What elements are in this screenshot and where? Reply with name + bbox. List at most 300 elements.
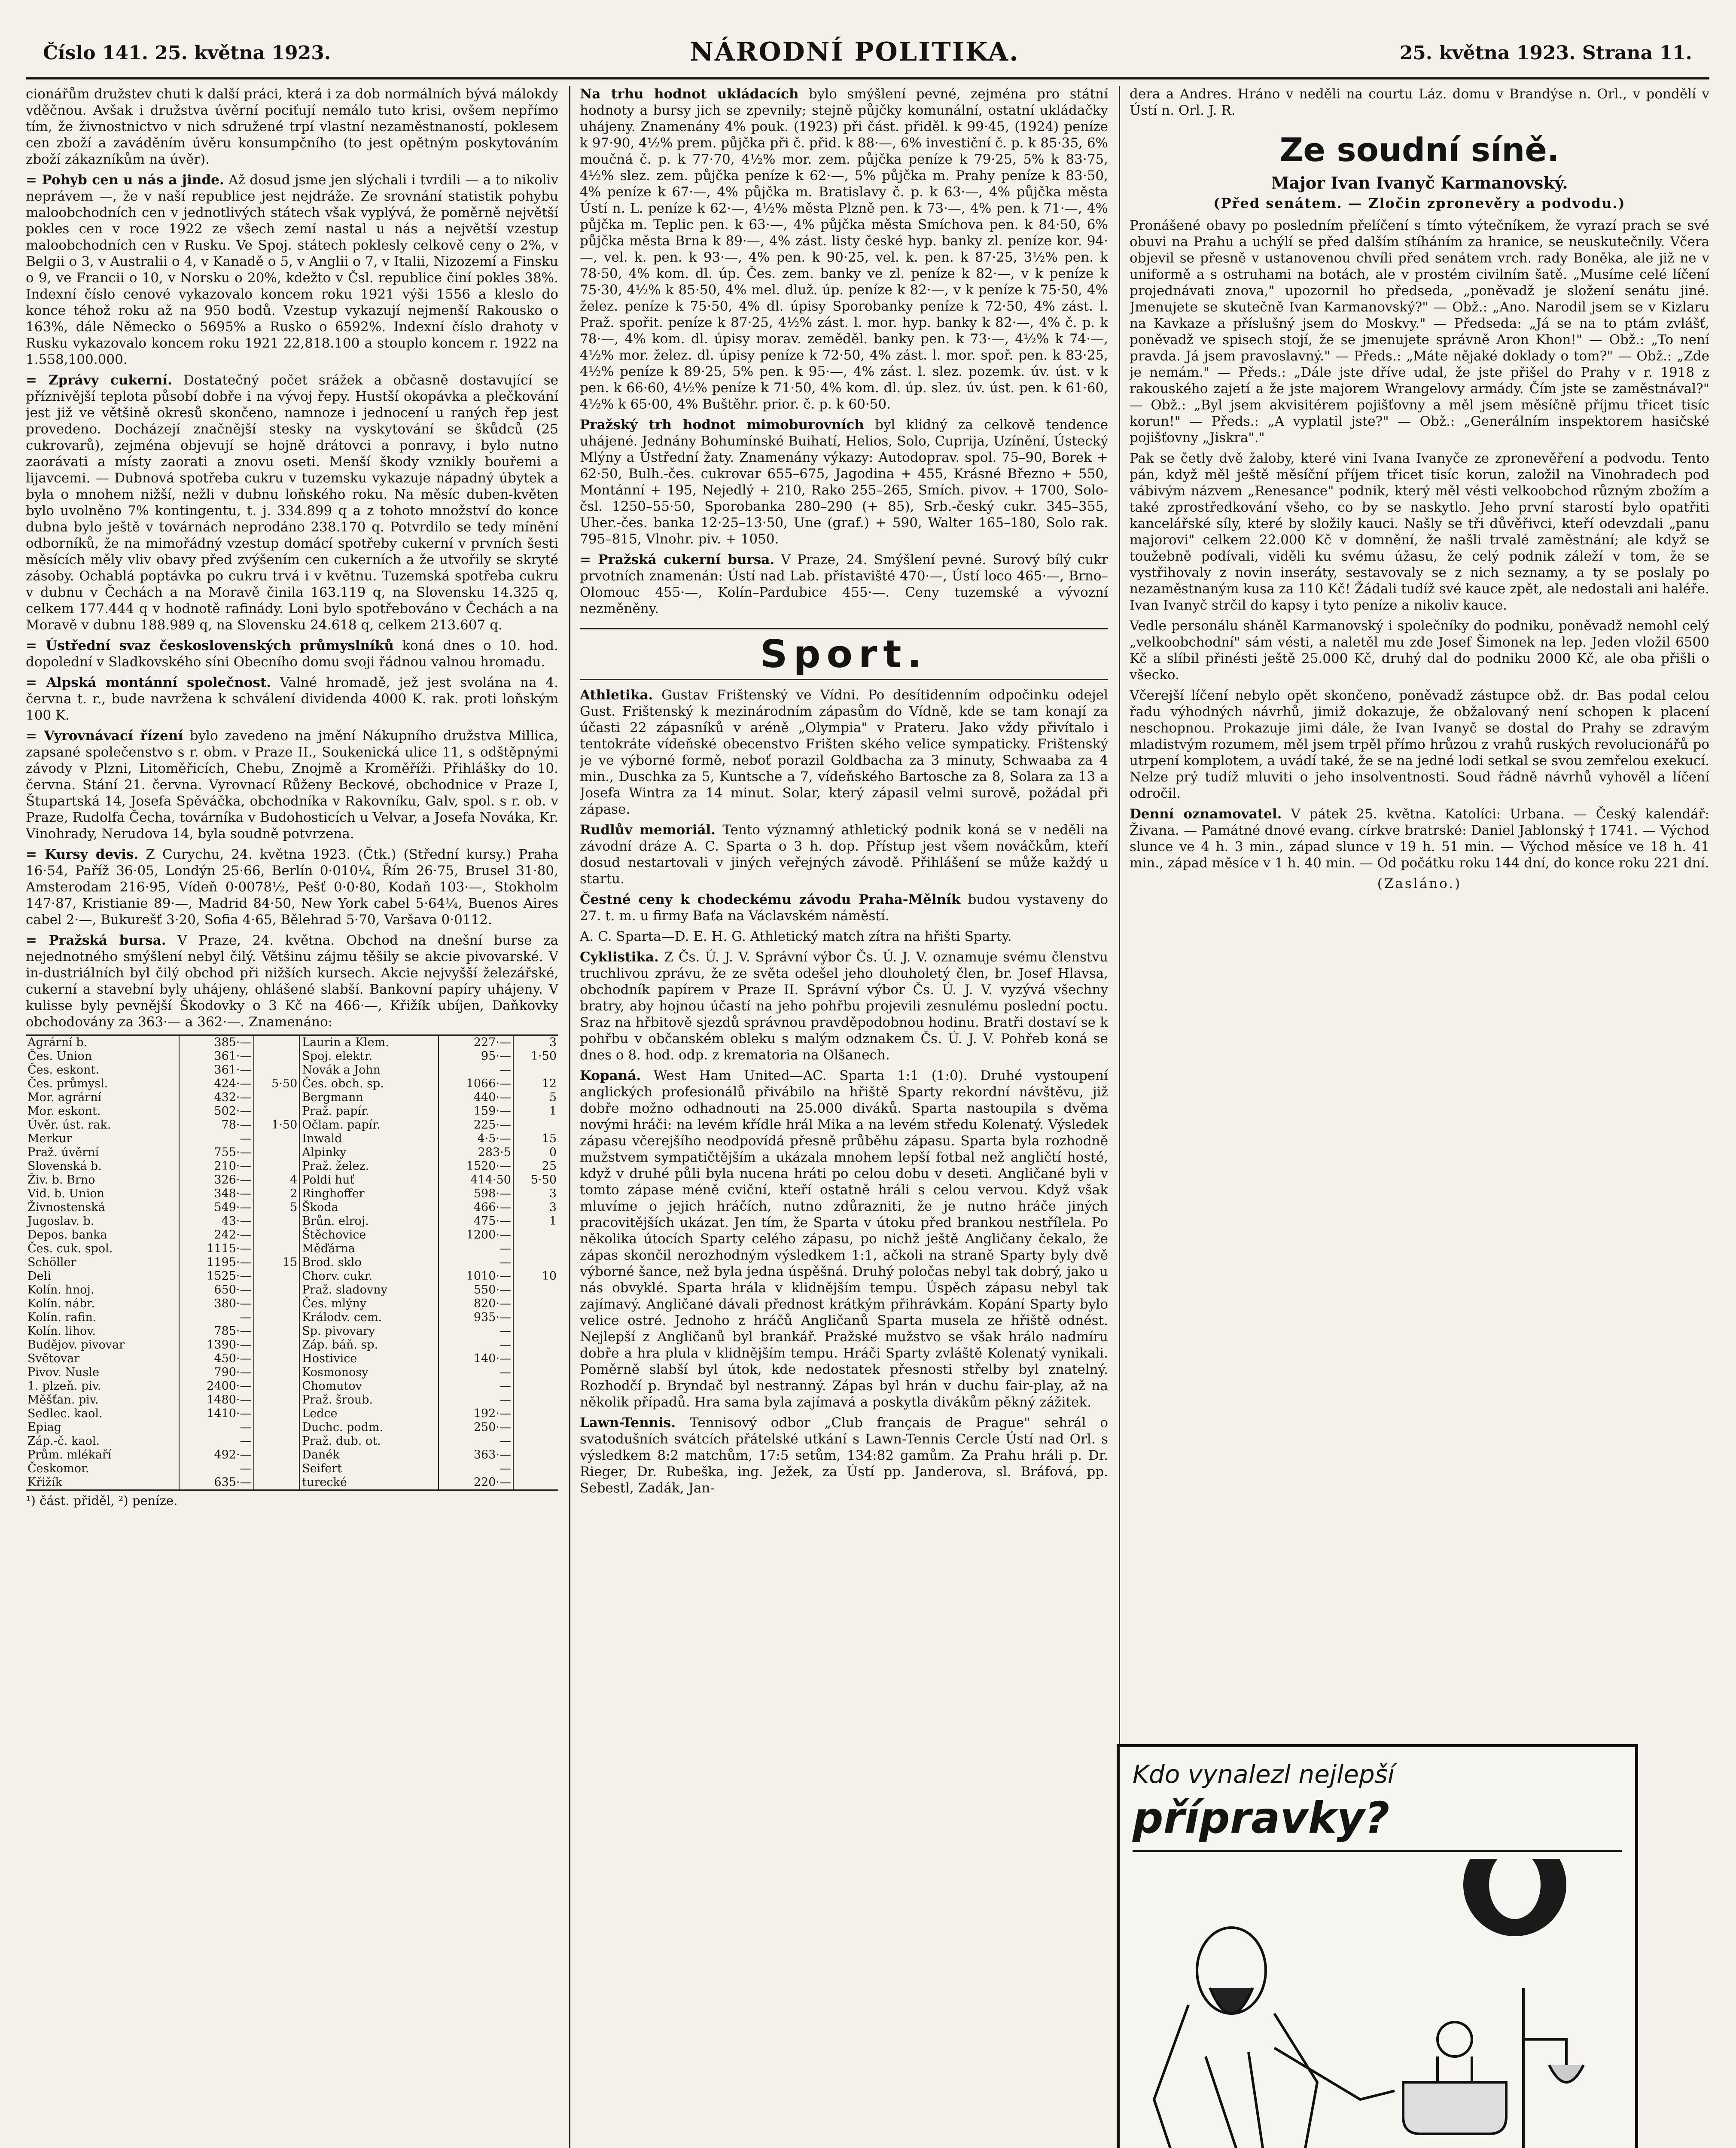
stock-value: — — [439, 1324, 513, 1338]
stock-value: — — [179, 1132, 254, 1146]
stock-value: 1480·— — [179, 1393, 254, 1407]
stock-value — [254, 1035, 300, 1050]
stock-value — [513, 1366, 558, 1379]
article — [26, 674, 558, 723]
stock-name: Praž. želez. — [300, 1159, 439, 1173]
stock-name: Epiag — [27, 1421, 62, 1434]
stock-value — [513, 1297, 558, 1311]
stock-value — [513, 1242, 558, 1256]
stock-name: Praž. úvěrní — [27, 1146, 99, 1159]
stock-name: Brůn. elroj. — [300, 1214, 439, 1228]
table-row — [26, 1421, 558, 1434]
stock-value — [513, 1434, 558, 1448]
article-kicker: Cyklistika. — [580, 949, 659, 965]
table-row — [26, 1338, 558, 1352]
stock-name: Světovar — [27, 1352, 80, 1365]
article-text: bylo smýšlení pevné, zejména pro státní hodnoty a bursy jich se zpevnily; stejně půjčky komunální, ostatní ukládačky uhájeny. Znamenány 4% pouk. (1923) při část. přiděl. k 99·45, (1924) peníze k 97·90, 4½% prem. půjčka při č. přid. k 88·—, 6% investiční č. p. k 85·35, 6% moučná č. p. k 77·70, 4½% mor. zem. půjčka peníze k 79·25, 5% k 83·75, 4½% slez. zem. půjčka peníze k 62·—, 5% půjčka m. Prahy peníze k 83·50, 4% peníze k 67·—, 4% půjčka m. Bratislavy č. p. k 63·—, 4% půjčka města Ústí n. L. peníze k 62·—, 4½% města Plzně pen. k 73·—, 4% pen. k 71·—, 4% půjčka m. Teplic pen. k 63·—, 4% půjčka města Smíchova pen. k 84·50, 6% půjčka města Brna k 89·—, 4% zást. listy české hyp. banky zl. peníze kor. 94·—, vel. k. pen. k 93·—, 4% pen. k 90·25, vel. k. pen. k 87·25, 3½% pen. k 78·50, 4% kom. dl. úp. Čes. zem. banky ve zl. peníze k 82·—, v k peníze k 75·30, 4½% k 85·50, 4% mel. dluž. úp. peníze k 82·—, v k peníze k 75·50, 4% želez. peníze k 75·50, 4% dl. úpisy Sporobanky peníze k 72·50, 4% zást. l. Praž. spořit. peníze k 87·25, 4½% zást. l. mor. hyp. banky k 82·—, 4% č. p. k 78·—, 4% kom. dl. úpisy morav. zeměděl. banky pen. k 73·—, 4½% k 74·—, 4½% mor. želez. dl. úpisy peníze k 72·50, 4% zást. l. mor. spoř. pen. k 83·25, 4½% peníze k 89·25, 5% pen. k 95·—, 4% zást. l. slez. pozemk. úv. úst. v k pen. k 66·60, 4½% peníze k 71·50, 4% kom. dl. úp. slez. úv. úst. pen. k 61·60, 4½% k 65·00, 4% Buštěhr. prior. č. p. k 60·50. — [580, 86, 1108, 412]
article-text: koná dnes o 10. hod. dopolední v Sladkovského síni Obecního domu svoji řádnou valnou hromadu. — [26, 638, 558, 670]
stock-name: Depos. banka — [27, 1228, 107, 1242]
table-row — [26, 1091, 558, 1105]
article-text: Pak se četly dvě žaloby, které vini Ivana Ivanyče ze zpronevěření a podvodu. Tento pán, když měl ještě měsíční příjem třicet tisíc korun, založil na Vinohradech pod vábivým názvem „Renesance" podnik, který měl vésti velkoobchod různým zbožím a také zprostředkování všeho, co by se naskytlo. Jeho první starostí bylo opatřiti kancelářské síly, které by složily kauci. Našly se tři důvěřivci, kteří odevzdali „panu majorovi" celkem 22.000 Kč v domnění, že našli trvalé zaměstnání; ale když se toužebně podívali, viděli ku svému úžasu, že celý podnik záleží v tom, že se vystřihovaly z novin inseráty, sestavovaly se z nich seznamy, a ty se poslaly po nezaměstnaným kusa za 110 Kč! Žádali tudíž své kauce zpět, ale nedostali ani haléře. Ivan Ivanyč strčil do kapsy i tyto peníze a nikoliv kauce. — [1130, 451, 1709, 613]
stock-value — [254, 1379, 300, 1393]
stock-value: 432·— — [179, 1091, 254, 1105]
article-text: Z Curychu, 24. května 1923. (Čtk.) (Střední kursy.) Praha 16·54, Paříž 36·05, Londýn 25·66, Berlín 0·010¼, Řím 26·75, Brusel 31·80, Amsterodam 216·95, Vídeň 0·0078½, Pešť 0·0·80, Kodaň 103·—, Stokholm 147·87, Kristianie 89·—, Madrid 84·50, New York cabel 5·64¼, Buenos Aires cabel 2·—, Bukurešť 3·20, Sofia 4·65, Bělehrad 5·70, Varšava 0·0112. — [26, 847, 558, 928]
table-row — [26, 1118, 558, 1132]
stock-value: 1010·— — [439, 1269, 513, 1283]
stock-name: Kolín. hnoj. — [27, 1283, 94, 1297]
stock-value — [513, 1476, 558, 1490]
article-text: Tennisový odbor „Club français de Prague" sehrál o svatodušních svátcích přátelské utkání s Lawn-Tennis Cercle Ústí nad Orl. s výsledkem 8:2 matchům, 17:5 setům, 134:82 gamům. Za Prahu hráli p. Dr. Rieger, Dr. Rubeška, ing. Ježek, za Ústí pp. Janderova, sl. Bráfová, pp. Sebestl, Zadák, Jan- — [580, 1415, 1108, 1496]
stock-value — [254, 1091, 300, 1105]
table-row — [26, 1379, 558, 1393]
stock-name: Agrární b. — [27, 1036, 88, 1049]
stock-value: 790·— — [179, 1366, 254, 1379]
stock-value: 25 — [513, 1159, 558, 1173]
article — [580, 822, 1108, 887]
article-kicker: Kopaná. — [580, 1068, 641, 1083]
table-row — [26, 1462, 558, 1476]
stock-value — [513, 1283, 558, 1297]
stock-value — [254, 1352, 300, 1366]
article-text: A. C. Sparta—D. E. H. G. Athletický match zítra na hřišti Sparty. — [580, 929, 1012, 944]
table-row — [26, 1366, 558, 1379]
stock-name: Sp. pivovary — [300, 1324, 439, 1338]
article-text: Pronášené obavy po posledním přelíčení s tímto výtečníkem, že vyrazí prach se své obuvi na Prahu a uchýlí se před dalším stíháním za hranice, se neuskutečnily. Včera objevil se přesně v ustanovenou chvíli před senátem vrch. rady Boněka, ale již ne v uniformě a s ostruhami na botách, ale v prostém civilním šatě. „Musíme celé líčení projednávati znova," upozornil ho předseda, „poněvadž je složení senátu jiné. Jmenujete se skutečně Ivan Karmanovský?" — Obž.: „Ano. Narodil jsem se v Kizlaru na Kavkaze a příslušný jsem do Moskvy." — Předseda: „Já se na to ptám zvlášť, poněvadž ve spisech stojí, že se jmenujete správně Aron Khon!" — Obž.: „To není pravda. Já jsem pravoslavný." — Předs.: „Máte nějaké doklady o tom?" — Obž.: „Zde je nemám." — Předs.: „Dále jste dříve udal, že jste přišel do Prahy v r. 1918 z rakouského zajetí a že jste majorem Wrangelovy armády. Čím jste se zaměstnával?" — Obž.: „Byl jsem akvisitérem pojišťovny a měl jsem měsíčně příjmu třicet tisíc korun!" — Předs.: „A vyplatil jste?" — Obž.: „Generálním inspektorem hasičské pojišťovny „Jiskra"." — [1130, 218, 1709, 445]
article-kicker: Denní oznamovatel. — [1130, 806, 1282, 822]
stock-name: Duchc. podm. — [300, 1421, 439, 1434]
issue-number: Číslo 141. 25. května 1923. — [43, 42, 331, 64]
stock-name: Kolín. nábr. — [27, 1297, 95, 1310]
stock-value: — — [439, 1063, 513, 1077]
stock-name: Měšťan. piv. — [27, 1393, 99, 1407]
ad-headline: Kdo vynalezl nejlepší — [1133, 1760, 1395, 1789]
stock-value: 12 — [513, 1077, 558, 1091]
stock-value — [254, 1434, 300, 1448]
stock-value: — — [439, 1366, 513, 1379]
ad-illustration — [1137, 1859, 1618, 2148]
stock-name: Měďárna — [300, 1242, 439, 1256]
stock-value: 380·— — [179, 1297, 254, 1311]
stock-name: Čes. eskont. — [27, 1063, 99, 1077]
stock-value: 95·— — [439, 1050, 513, 1063]
scientist-figure — [1154, 1928, 1395, 2148]
stock-value: 348·— — [179, 1187, 254, 1201]
stock-value — [254, 1338, 300, 1352]
stock-value: 549·— — [179, 1201, 254, 1214]
table-row — [26, 1283, 558, 1297]
table-row — [26, 1077, 558, 1091]
stock-value — [513, 1448, 558, 1462]
column-rule — [569, 86, 570, 2148]
stock-name: Čes. Union — [27, 1050, 92, 1063]
sport-section-title: Sport. — [580, 628, 1108, 680]
stock-value: 3 — [513, 1187, 558, 1201]
stock-name: Chomutov — [300, 1379, 439, 1393]
stock-value: 1520·— — [439, 1159, 513, 1173]
article-kicker: Rudlův memoriál. — [580, 822, 716, 838]
article-kicker: = Pražská bursa. — [26, 933, 166, 948]
stock-value — [254, 1269, 300, 1283]
article-text: V Praze, 24. Smýšlení pevné. Surový bílý cukr prvotních znamenán: Ústí nad Lab. přístavišté 470·—, Ústí loco 465·—, Brno–Olomouc 455·—, Kolín–Pardubice 455·—. Ceny tuzemské a vývozní nezměněny. — [580, 552, 1108, 616]
stock-name: Kolín. lihov. — [27, 1324, 96, 1338]
article-text: Včerejší líčení nebylo opět skončeno, poněvadž zástupce obž. dr. Bas podal celou řadu výhodných návrhů, jimiž dokazuje, že obžalovaný není schopen k placení neschopnou. Prokazuje jimi dále, že Ivan Ivanyč se dostal do Prahy se zdravým mladistvým rozumem, měl jsem trpěl přímo hrůzou z vrahů ruských revolucionářů po utrpení komplotem, a uvádí také, že se na jedné lodi setkal se svou zemřelou exekucí. Nelze prý tudíž mluviti o jeho insolventnosti. Soud řádně návrhů vyhověl a líčení odročil. — [1130, 688, 1709, 801]
stock-value — [513, 1063, 558, 1077]
stock-value: — — [179, 1434, 254, 1448]
stock-value — [254, 1146, 300, 1159]
stock-value: 466·— — [439, 1201, 513, 1214]
article — [26, 932, 558, 1030]
stock-name: Laurin a Klem. — [300, 1035, 439, 1050]
stock-value — [254, 1311, 300, 1324]
stock-value: 785·— — [179, 1324, 254, 1338]
stock-value: 43·— — [179, 1214, 254, 1228]
article-text: budou vystaveny do 27. t. m. u firmy Baťa na Václavském náměstí. — [580, 892, 1108, 924]
stock-value — [254, 1297, 300, 1311]
stock-name: Živ. b. Brno — [27, 1173, 95, 1187]
stock-value: 1525·— — [179, 1269, 254, 1283]
table-footnote: ¹) část. přiděl, ²) peníze. — [26, 1493, 178, 1508]
stock-value: — — [439, 1256, 513, 1269]
stock-name: Králodv. cem. — [300, 1311, 439, 1324]
stock-name: Budějov. pivovar — [27, 1338, 125, 1352]
stock-value — [513, 1118, 558, 1132]
stock-value: 1115·— — [179, 1242, 254, 1256]
stock-name: Živnostenská — [27, 1201, 105, 1214]
stock-name: Inwald — [300, 1132, 439, 1146]
stock-name: Novák a John — [300, 1063, 439, 1077]
article-kicker: = Pražská cukerní bursa. — [580, 552, 775, 568]
stock-name: Štěchovice — [300, 1228, 439, 1242]
stock-value: 1 — [513, 1214, 558, 1228]
oetker-advertisement — [1117, 1744, 1638, 2148]
stock-value: 140·— — [439, 1352, 513, 1366]
stock-name: Merkur — [27, 1132, 72, 1145]
article-kicker: = Kursy devis. — [26, 847, 139, 862]
stock-name: Křižík — [27, 1476, 62, 1489]
stock-value: — — [179, 1421, 254, 1434]
article-kicker: = Alpská montánní společnost. — [26, 675, 271, 690]
stock-value: 2400·— — [179, 1379, 254, 1393]
article — [580, 86, 1108, 412]
article-kicker: Na trhu hodnot ukládacích — [580, 86, 799, 102]
article-kicker: Athletika. — [580, 687, 653, 703]
table-row — [26, 1256, 558, 1269]
stock-value: 326·— — [179, 1173, 254, 1187]
article — [26, 372, 558, 633]
article — [26, 172, 558, 368]
stock-value — [513, 1379, 558, 1393]
stock-value: 5·50 — [254, 1077, 300, 1091]
stock-value: — — [439, 1462, 513, 1476]
stock-value — [513, 1352, 558, 1366]
table-row — [26, 1297, 558, 1311]
stock-name: Záp. báň. sp. — [300, 1338, 439, 1352]
table-row — [26, 1228, 558, 1242]
zaslano-label: (Zasláno.) — [1377, 876, 1462, 891]
stock-name: Úvěr. úst. rak. — [27, 1118, 111, 1132]
table-row — [26, 1159, 558, 1173]
stock-name: Praž. sladovny — [300, 1283, 439, 1297]
stock-value: — — [439, 1434, 513, 1448]
stock-name: Kosmonosy — [300, 1366, 439, 1379]
stock-value: 424·— — [179, 1077, 254, 1091]
stock-value: 598·— — [439, 1187, 513, 1201]
stock-value: 450·— — [179, 1352, 254, 1366]
stock-name: Bergmann — [300, 1091, 439, 1105]
stock-name: Vid. b. Union — [27, 1187, 104, 1200]
stock-name: Škoda — [300, 1201, 439, 1214]
article — [26, 846, 558, 928]
article-kicker: = Zprávy cukerní. — [26, 372, 172, 388]
stock-value — [254, 1366, 300, 1379]
stock-name: Danék — [300, 1448, 439, 1462]
article-kicker: Čestné ceny k chodeckému závodu Praha-Mělník — [580, 892, 961, 907]
stock-value: 227·— — [439, 1035, 513, 1050]
stock-value: 1390·— — [179, 1338, 254, 1352]
stock-value: — — [439, 1338, 513, 1352]
stock-value — [254, 1228, 300, 1242]
stock-value: 650·— — [179, 1283, 254, 1297]
table-row — [26, 1105, 558, 1118]
table-row — [26, 1063, 558, 1077]
stock-value: — — [439, 1242, 513, 1256]
article-text: Dostatečný počet srážek a občasně dostavující se příznivější teplota působí dobře i na vývoj řepy. Hustší okopávka a plečkování jest již ve většině okresů skončeno, namnoze i jednocení u raných řep jest provedeno. Docházejí značnější stesky na vyskytování se škůdců (25 cukrovarů), zejména objevují se hojně drátovci a ponravy, i bylo nutno zaorávati a místy zaorati a znovu oseti. Menší škody vznikly bouřemi a lijavcemi. — Dubnová spotřeba cukru v tuzemsku vykazuje nápadný úbytek a byla o mnohem nižší, nežli v dubnu loňského roku. Na měsíc duben-květen bylo uvolněno 7% kontingentu, t. j. 334.899 q a z tohoto množství do konce dubna bylo ještě v továrnách neprodáno 238.170 q. Potvrdilo se tedy mínění odborníků, že na mimořádný vzestup domácí spotřeby cukerní v prvních šesti měsících měly vliv obavy před zvýšením cen cukerních a že utvořily se skryté zásoby. Ochablá poptávka po cukru trvá i v květnu. Tuzemská spotřeba cukru v dubnu v Čechách a na Moravě činila 163.119 q, na Slovensku 14.325 q, celkem 177.444 q v hodnotě rafinády. Loni bylo spotřebováno v Čechách a na Moravě v dubnu 188.989 q, na Slovensku 24.618 q, celkem 213.607 q. — [26, 372, 558, 633]
table-row — [26, 1132, 558, 1146]
stock-value: — — [179, 1311, 254, 1324]
article-text: Až dosud jsme jen slýchali i tvrdili — a to nikoliv neprávem —, že v naší republice jest nejdráže. Ze srovnání statistik pohybu maloobchodních cen v jednotlivých státech však vyplývá, že poměrně největší pokles cen v roce 1922 ze všech zemí nastal u nás a největší vzestup maloobchodních cen v Rusku. Ve Spoj. státech poklesly celkově ceny o 2%, v Belgii o 3, v Australii o 4, v Kanadě o 5, v Anglii o 7, v Italii, Nizozemí a Finsku o 9, ve Francii o 10, v Norsku o 20%, kdežto v Čsl. republice činí pokles 38%. Indexní číslo cenové vykazovalo koncem roku 1921 výši 1556 a kleslo do konce téhož roku až na 950 bodů. Vzestup vykazují nejmenší Rakousko o 163%, dále Německo o 5695% a Rusko o 6592%. Indexní číslo drahoty v Rusku vykazovalo koncem roku 1921 22,818.100 a stouplo koncem r. 1922 na 1.558,100.000. — [26, 172, 558, 367]
stock-value — [513, 1256, 558, 1269]
stock-value: — — [179, 1462, 254, 1476]
article-kicker: Lawn-Tennis. — [580, 1415, 676, 1431]
stock-value: 361·— — [179, 1050, 254, 1063]
stock-name: Ringhoffer — [300, 1187, 439, 1201]
stock-value: 440·— — [439, 1091, 513, 1105]
table-row — [26, 1352, 558, 1366]
table-row — [26, 1393, 558, 1407]
stock-name: Čes. obch. sp. — [300, 1077, 439, 1091]
stock-value — [513, 1421, 558, 1434]
stock-value: 5·50 — [513, 1173, 558, 1187]
article — [580, 1068, 1108, 1410]
stock-name: Hostivice — [300, 1352, 439, 1366]
stock-value: — — [439, 1379, 513, 1393]
stock-value: 242·— — [179, 1228, 254, 1242]
article — [580, 417, 1108, 547]
stock-value — [254, 1214, 300, 1228]
article-kicker: Pražský trh hodnot mimoburovních — [580, 417, 864, 433]
stock-name: Mor. agrární — [27, 1091, 102, 1104]
stock-value: 0 — [513, 1146, 558, 1159]
table-row — [26, 1269, 558, 1283]
court-section-title: Ze soudní síně. — [1279, 131, 1559, 169]
stock-value: 1066·— — [439, 1077, 513, 1091]
stock-value — [254, 1132, 300, 1146]
stock-name: Spoj. elektr. — [300, 1050, 439, 1063]
stock-name: Čes. průmysl. — [27, 1077, 108, 1090]
court-case-subtitle: (Před senátem. — Zločin zpronevěry a podvodu.) — [1213, 195, 1626, 211]
stock-name: Čes. mlýny — [300, 1297, 439, 1311]
stock-value — [254, 1421, 300, 1434]
stock-name: Záp.-č. kaol. — [27, 1434, 100, 1448]
table-row — [26, 1311, 558, 1324]
stock-value: 1·50 — [513, 1050, 558, 1063]
stock-value: 475·— — [439, 1214, 513, 1228]
stock-quotes-table — [26, 1034, 558, 1491]
stock-name: Brod. sklo — [300, 1256, 439, 1269]
stock-value: 283·5 — [439, 1146, 513, 1159]
stock-value — [513, 1228, 558, 1242]
stock-value: 635·— — [179, 1476, 254, 1490]
stock-value: 3 — [513, 1201, 558, 1214]
ad-divider — [1133, 1850, 1622, 1852]
article-text: V pátek 25. května. Katolíci: Urbana. — Český kalendář: Živana. — Památné dnové evang. církve bratrské: Daniel Jablonský † 1741. — Východ slunce ve 4 h. 3 min., západ slunce v 19 h. 51 min. — Východ měsíce ve 18 h. 41 min., západ měsíce v 1 h. 40 min. — Od počátku roku 144 dní, do konce roku 221 dní. — [1130, 806, 1709, 871]
stock-name: Schöller — [27, 1256, 76, 1269]
stock-value — [513, 1324, 558, 1338]
article — [26, 638, 558, 670]
column-1 — [26, 86, 558, 2148]
stock-value: 550·— — [439, 1283, 513, 1297]
stock-value: — — [439, 1393, 513, 1407]
article-text: West Ham United—AC. Sparta 1:1 (1:0). Druhé vystoupení anglických profesionálů přivábilo na hřiště Sparty rekordní návštěvu, již dobře možno odhadnouti na 25.000 diváků. Sparta nastoupila s dvěma novými hráči: na levém křídle hrál Mika a na levém středu Kolenatý. Výsledek zápasu včerejšího neodpovídá přesně průběhu zápasu. Sparta byla rozhodně mužstvem sympatičtějším a ukázala mnohem lepší fotbal než angličtí hosté, když v druhé půli byla nucena hráti po celou dobu v deseti. Angličané byli v tomto zápase méně cviční, kteří ostatně hráli s celou vervou. Když však mluvíme o jejich hráčích, nutno zdůrazniti, že je nutno hráče jiných pracovitějších ukázat. Jen tím, že Sparta v útoku před brankou nestřílela. Po několika útocích Sparty celého zápasu, po nichž ještě Angličany čekalo, že zápas skončil nerozhodným výsledkem 1:1, ačkoli na straně Sparty byly dvě výborné šance, než byla jedna úspěšná. Druhý poločas nebyl tak dobrý, jako u nás obvyklé. Sparta hrála v klidnějším tempu. Úspěch zápasu nebyl tak zajímavý. Angličané dávali přednost krátkým přihrávkám. Kopání Sparty bylo velice ostré. Jednoho z hráčů Angličanů Sparta musela ze hřiště odnést. Nejlepší z Angličanů byl brankář. Pražské mužstvo se však hrálo nadmíru dobře a hra plula v klidnějším tempu. Hráči Sparty zvláště Kolenatý vynikali. Poměrně slabší byl útok, kde nedostatek přesnosti střelby byl znatelný. Rozhodčí p. Bryndač byl nestranný. Zápas byl hrán v duchu fair-play, až na několik případů. Hra sama byla zajímavá a poskytla divákům pěkný zážitek. — [580, 1068, 1108, 1410]
article — [1130, 806, 1709, 871]
stock-value: 159·— — [439, 1105, 513, 1118]
stock-value: 385·— — [179, 1035, 254, 1050]
article-text: bylo zavedeno na jmění Nákupního družstva Millica, zapsané společenstvo s r. obm. v Praze II., Soukenická ulice 11, s odštěpnými závody v Plzni, Litoměřicích, Chebu, Znojmě a Kroměříži. Přihlášky do 10. června. Stání 21. června. Vyrovnací Růženy Beckové, obchodnice v Praze I, Štupartská 14, Josefa Spěváčka, obchodníka v Rakovníku, Galv, spol. s r. ob. v Praze, Rudolfa Čecha, továrníka v Budohosticích u Velvar, a Josefa Nováka, Kr. Vinohrady, Nerudova 14, byla soudně potvrzena. — [26, 728, 558, 842]
stock-value: 10 — [513, 1269, 558, 1283]
stock-name: Kolín. rafin. — [27, 1311, 97, 1324]
stock-value: 4·5·— — [439, 1132, 513, 1146]
stock-value: 755·— — [179, 1146, 254, 1159]
article-text: byl klidný za celkově tendence uhájené. Jednány Bohumínské Buihatí, Helios, Solo, Cuprija, Uzínění, Ústecký Mlýny a Ústřední žaty. Znamenány výkazy: Autodoprav. spol. 75–90, Borek + 62·50, Bulh.-čes. cukrovar 655–675, Jagodina + 455, Krásné Březno + 550, Montánní + 195, Nejedlý + 210, Rako 255–265, Smích. pivov. + 1700, Solo-čsl. 1250–55·50, Sporobanka 280–290 (+ 85), Srb.-český cukr. 345–355, Uher.-čes. banka 12·25–13·50, Une (graf.) + 590, Walter 165–180, Solo rak. 795–815, Vlnohr. piv. + 1050. — [580, 417, 1108, 547]
stock-value — [254, 1063, 300, 1077]
article-kicker: = Vyrovnávací řízení — [26, 728, 183, 744]
article — [580, 1415, 1108, 1496]
stock-value: 3 — [513, 1035, 558, 1050]
stock-value: 363·— — [439, 1448, 513, 1462]
article-text: Tento významný athletický podnik koná se v neděli na závodní dráze A. C. Sparta o 3 h. dop. Přístup jest všem nováčkům, kteří dosud nestartovali v jiných veřejných závodě. Přihlášení se může každý u startu. — [580, 822, 1108, 887]
stock-value: 502·— — [179, 1105, 254, 1118]
stock-value: 492·— — [179, 1448, 254, 1462]
stock-name: Ledce — [300, 1407, 439, 1421]
table-row — [26, 1448, 558, 1462]
stock-value: 1 — [513, 1105, 558, 1118]
ad-headline-big: přípravky? — [1133, 1793, 1390, 1843]
date-page: 25. května 1923. Strana 11. — [1399, 42, 1692, 64]
stock-value: 5 — [254, 1201, 300, 1214]
stock-value — [254, 1050, 300, 1063]
stock-name: Očlam. papír. — [300, 1118, 439, 1132]
stock-name: Praž. dub. ot. — [300, 1434, 439, 1448]
stock-value: 1200·— — [439, 1228, 513, 1242]
stock-value — [254, 1462, 300, 1476]
table-row — [26, 1187, 558, 1201]
stock-name: turecké — [300, 1476, 439, 1490]
stock-value — [254, 1283, 300, 1297]
stock-name: Pivov. Nusle — [27, 1366, 100, 1379]
stock-name: Slovenská b. — [27, 1159, 102, 1173]
stock-value: 220·— — [439, 1476, 513, 1490]
stock-value: 250·— — [439, 1421, 513, 1434]
article — [580, 949, 1108, 1063]
table-row — [26, 1242, 558, 1256]
stock-value: 15 — [254, 1256, 300, 1269]
stock-value: 5 — [513, 1091, 558, 1105]
stock-value: 210·— — [179, 1159, 254, 1173]
stock-value: 414·50 — [439, 1173, 513, 1187]
table-row — [26, 1050, 558, 1063]
article-text: Valné hromadě, jež jest svolána na 4. června t. r., bude navržena k schválení dividenda 4000 K. rak. proti loňským 100 K. — [26, 675, 558, 723]
table-row — [26, 1434, 558, 1448]
stock-value: 361·— — [179, 1063, 254, 1077]
article-text: V Praze, 24. května. Obchod na dnešní burse za nejednotného smýšlení nebyl čilý. Většinu zájmu těšily se akcie pivovarské. V in-dustriálních byl čilý obchod při nižších kursech. Akcie nejvyšší železářské, cukerní a stavební byly uhájeny, ohlášené slabší. Bankovní papíry uhájeny. V kulisse byly pevnější Škodovky o 3 Kč na 466·—, Křižík ubíjen, Daňkovky obchodovány za 363·— a 362·—. Znamenáno: — [26, 933, 558, 1030]
stock-value — [513, 1393, 558, 1407]
stock-value: 1195·— — [179, 1256, 254, 1269]
stock-value: 935·— — [439, 1311, 513, 1324]
stock-value — [254, 1393, 300, 1407]
article-text: cionářům družstev chuti k další práci, která i za dob normálních bývá málokdy vděčnou. Avšak i družstva úvěrní pociťují nemálo tuto krisi, ovšem nepřímo tím, že živnostnictvo v nich sdružené trpí vlastní nezaměstnaností, poklesem cen zboží a zaváděním úvěru konsumpčního (to jest opětným poskytováním zboží zákazníkům na úvěr). — [26, 86, 558, 167]
stock-name: Mor. eskont. — [27, 1105, 101, 1118]
article-text: dera a Andres. Hráno v neděli na courtu Láz. domu v Brandýse n. Orl., v pondělí v Ústí n. Orl. J. R. — [1130, 86, 1709, 118]
article — [26, 728, 558, 842]
stock-name: Poldi huť — [300, 1173, 439, 1187]
article — [580, 687, 1108, 818]
article-text: Z Čs. Ú. J. V. Správní výbor Čs. Ú. J. V. oznamuje svému členstvu truchlivou zprávu, že ze světa odešel jeho dlouholetý člen, br. Josef Hlavsa, obchodník papírem v Praze II. Správní výbor Čs. Ú. J. V. vyzývá všechny bratry, aby hojnou účastí na jeho pohřbu projevili zesnulému poslední poctu. Sraz na hřbitově sjezdů správnou pravděpodobnou hodinu. Bratři dostaví se k pohřbu v občanském obleku s malým odznakem Čs. Ú. J. V. Pohřeb koná se dnes o 8. hod. odp. z krematoria na Olšanech. — [580, 949, 1108, 1063]
stock-name: Alpinky — [300, 1146, 439, 1159]
stock-name: Čes. cuk. spol. — [27, 1242, 113, 1255]
stock-value — [513, 1407, 558, 1421]
stock-name: Jugoslav. b. — [27, 1214, 94, 1228]
stock-value: 2 — [254, 1187, 300, 1201]
stock-value — [254, 1159, 300, 1173]
article-kicker: = Ústřední svaz československých průmyslníků — [26, 638, 394, 653]
stock-name: Chorv. cukr. — [300, 1269, 439, 1283]
stock-value: 820·— — [439, 1297, 513, 1311]
table-row — [26, 1214, 558, 1228]
stock-value — [513, 1462, 558, 1476]
stock-name: Sedlec. kaol. — [27, 1407, 103, 1420]
stock-name: Seifert — [300, 1462, 439, 1476]
stock-value — [254, 1324, 300, 1338]
stock-value: 225·— — [439, 1118, 513, 1132]
table-row — [26, 1173, 558, 1187]
table-row — [26, 1324, 558, 1338]
masthead: NÁRODNÍ POLITIKA. — [690, 37, 1020, 67]
stock-value — [513, 1311, 558, 1324]
stock-value — [254, 1407, 300, 1421]
stock-value — [254, 1105, 300, 1118]
table-row — [26, 1201, 558, 1214]
page-header — [26, 26, 1709, 79]
table-row — [26, 1146, 558, 1159]
stock-value — [254, 1476, 300, 1490]
table-row — [26, 1476, 558, 1490]
article-text: Vedle personálu sháněl Karmanovský i společníky do podniku, poněvadž nemohl celý „velkoobchodní" sám vésti, a naletěl mu zde Josef Šimonek na lep. Jeden vložil 6500 Kč a slíbil přinésti ještě 25.000 Kč, druhý dal do podniku 2000 Kč, ale oba přišli o všecko. — [1130, 618, 1709, 683]
stock-value: 78·— — [179, 1118, 254, 1132]
article — [580, 552, 1108, 617]
lab-equipment-icon — [1403, 1988, 1584, 2148]
table-row — [26, 1407, 558, 1421]
court-case-title: Major Ivan Ivanyč Karmanovský. — [1271, 173, 1568, 192]
stock-value: 4 — [254, 1173, 300, 1187]
stock-value: 192·— — [439, 1407, 513, 1421]
stock-name: Praž. papír. — [300, 1105, 439, 1118]
article-kicker: = Pohyb cen u nás a jinde. — [26, 172, 224, 188]
stock-name: Deli — [27, 1269, 51, 1283]
stock-name: Praž. šroub. — [300, 1393, 439, 1407]
stock-name: Prům. mlékaří — [27, 1448, 112, 1461]
stock-value: 1410·— — [179, 1407, 254, 1421]
column-3 — [1130, 86, 1709, 1761]
